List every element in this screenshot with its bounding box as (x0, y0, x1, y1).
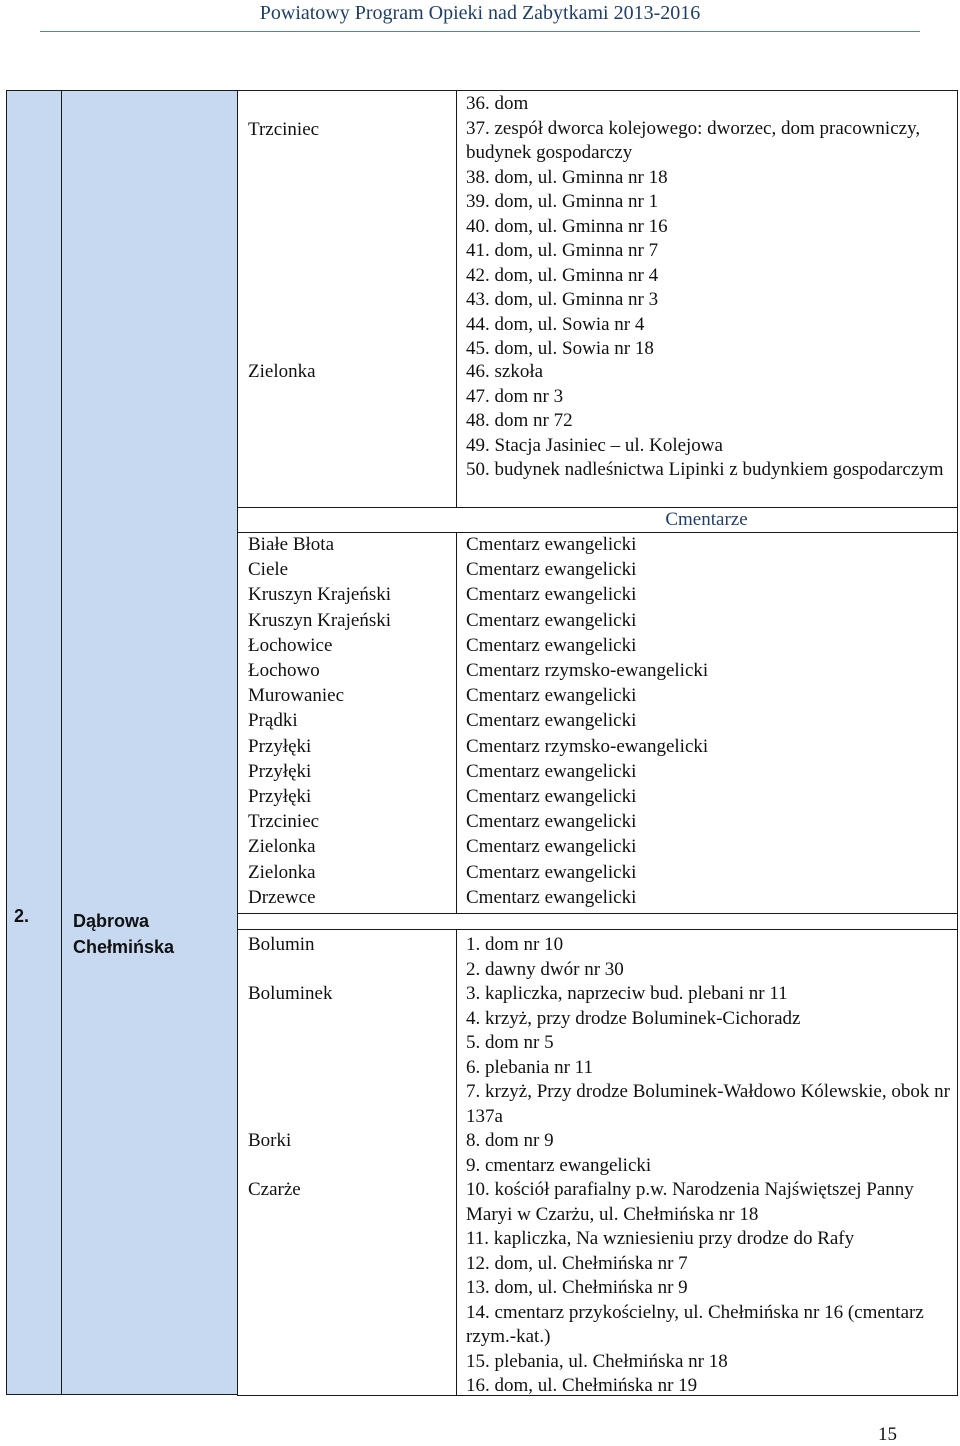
table-row (238, 683, 957, 708)
gmina-number: 2. (14, 906, 30, 926)
place-name: Przyłęki (248, 760, 312, 782)
row-divider (238, 913, 957, 914)
monument-list (466, 933, 954, 982)
list-item: 41. dom, ul. Gminna nr 7 (466, 240, 659, 261)
cemetery-type: Cmentarz ewangelicki (466, 861, 637, 883)
table-row (238, 708, 957, 733)
cemetery-type: Cmentarz rzymsko-ewangelicki (466, 735, 709, 757)
table-row (238, 633, 957, 658)
place-name: Drzewce (248, 886, 316, 908)
list-item: 5. dom nr 5 (466, 1032, 554, 1053)
header-rule (40, 31, 920, 32)
list-item: 36. dom (466, 93, 529, 114)
list-item: 40. dom, ul. Gminna nr 16 (466, 215, 668, 237)
table-row (238, 608, 957, 633)
place-name: Czarże (248, 1179, 301, 1200)
place-name: Łochowo (248, 660, 320, 681)
list-item: 8. dom nr 9 (466, 1130, 554, 1151)
gmina-name-line2: Chełmińska (73, 937, 175, 957)
cemetery-type: Cmentarz ewangelicki (466, 634, 637, 656)
monument-list (466, 982, 954, 1129)
page-header: Powiatowy Program Opieki nad Zabytkami 2013-2016 (259, 2, 701, 24)
cemetery-type: Cmentarz ewangelicki (466, 710, 637, 732)
place-name: Bolumin (248, 934, 315, 955)
list-item: 50. budynek nadleśnictwa Lipinki z budynkiem gospodarczym (466, 459, 944, 480)
list-item: 7. krzyż, Przy drodze Boluminek-Wałdowo Kólewskie, obok nr 137a (466, 1081, 950, 1127)
table-row (238, 834, 957, 859)
table-row (238, 734, 957, 759)
list-item: 47. dom nr 3 (466, 385, 564, 407)
section-title: Cmentarze (665, 509, 748, 530)
list-item: 4. krzyż, przy drodze Boluminek-Cichoradz (466, 1007, 801, 1029)
list-item: 6. plebania nr 11 (466, 1056, 593, 1078)
gmina-column (61, 90, 238, 1395)
list-item: 15. plebania, ul. Chełmińska nr 18 (466, 1350, 728, 1372)
cemetery-type: Cmentarz ewangelicki (466, 811, 637, 833)
place-name: Zielonka (248, 836, 316, 858)
gmina-name-line1: Dąbrowa (73, 911, 150, 931)
cemetery-type: Cmentarz ewangelicki (466, 559, 637, 581)
table-row (238, 885, 957, 910)
list-item: 44. dom, ul. Sowia nr 4 (466, 313, 645, 335)
list-item: 46. szkoła (466, 361, 544, 382)
place-name: Białe Błota (248, 534, 335, 555)
place-name: Trzciniec (248, 811, 320, 833)
place-name: Zielonka (248, 361, 316, 382)
list-item: 12. dom, ul. Chełmińska nr 7 (466, 1252, 688, 1274)
row-divider (238, 929, 957, 930)
monuments-table (237, 90, 958, 1396)
cemetery-type: Cmentarz ewangelicki (466, 786, 637, 807)
place-name: Kruszyn Krajeński (248, 609, 391, 631)
page-number: 15 (878, 1424, 897, 1445)
list-item: 10. kościół parafialny p.w. Narodzenia Najświętszej Panny Maryi w Czarżu, ul. Chełmińska nr 18 (466, 1179, 914, 1225)
place-name: Ciele (248, 559, 289, 581)
cemetery-type: Cmentarz ewangelicki (466, 836, 637, 858)
place-name: Przyłęki (248, 735, 312, 757)
list-item: 9. cmentarz ewangelicki (466, 1154, 652, 1176)
place-name: Murowaniec (248, 685, 345, 707)
list-item: 43. dom, ul. Gminna nr 3 (466, 289, 659, 310)
list-item: 1. dom nr 10 (466, 934, 564, 955)
table-row (238, 582, 957, 607)
table-row (238, 759, 957, 784)
monument-list (466, 1178, 954, 1399)
list-item: 13. dom, ul. Chełmińska nr 9 (466, 1277, 688, 1298)
list-item: 2. dawny dwór nr 30 (466, 958, 624, 980)
place-name: Łochowice (248, 634, 333, 656)
place-name: Trzciniec (248, 119, 320, 140)
table-row (238, 557, 957, 582)
table-row (238, 809, 957, 834)
list-item: 37. zespół dworca kolejowego: dworzec, dom pracowniczy, budynek gospodarczy (466, 117, 921, 163)
place-name: Zielonka (248, 861, 316, 883)
list-item: 48. dom nr 72 (466, 410, 573, 431)
list-item: 14. cmentarz przykościelny, ul. Chełmińska nr 16 (cmentarz rzym.-kat.) (466, 1301, 924, 1347)
gmina-name (73, 908, 174, 960)
cemetery-type: Cmentarz ewangelicki (466, 760, 637, 782)
list-item: 3. kapliczka, naprzeciw bud. plebani nr 11 (466, 983, 788, 1004)
monument-list (466, 360, 954, 483)
list-item: 11. kapliczka, Na wzniesieniu przy drodze do Rafy (466, 1228, 855, 1249)
place-name: Kruszyn Krajeński (248, 584, 391, 606)
monument-list (466, 92, 954, 362)
list-item: 49. Stacja Jasiniec – ul. Kolejowa (466, 434, 723, 456)
cemetery-type: Cmentarz rzymsko-ewangelicki (466, 660, 709, 681)
column-divider (456, 929, 457, 1395)
place-name: Borki (248, 1130, 292, 1151)
column-divider (456, 91, 457, 507)
list-item: 16. dom, ul. Chełmińska nr 19 (466, 1375, 698, 1396)
cemetery-type: Cmentarz ewangelicki (466, 534, 637, 555)
table-row (238, 784, 957, 809)
list-item: 45. dom, ul. Sowia nr 18 (466, 338, 654, 359)
cemetery-type: Cmentarz ewangelicki (466, 584, 637, 606)
place-name: Boluminek (248, 983, 333, 1004)
place-name: Prądki (248, 710, 298, 732)
table-row (238, 532, 957, 557)
table-row (238, 658, 957, 683)
number-column (6, 90, 62, 1395)
cemetery-type: Cmentarz ewangelicki (466, 886, 637, 908)
cemetery-type: Cmentarz ewangelicki (466, 609, 637, 631)
list-item: 42. dom, ul. Gminna nr 4 (466, 264, 659, 286)
list-item: 39. dom, ul. Gminna nr 1 (466, 191, 659, 212)
table-row (238, 860, 957, 885)
place-name: Przyłęki (248, 786, 312, 807)
cemetery-type: Cmentarz ewangelicki (466, 685, 637, 707)
list-item: 38. dom, ul. Gminna nr 18 (466, 166, 668, 188)
monument-list (466, 1129, 954, 1178)
